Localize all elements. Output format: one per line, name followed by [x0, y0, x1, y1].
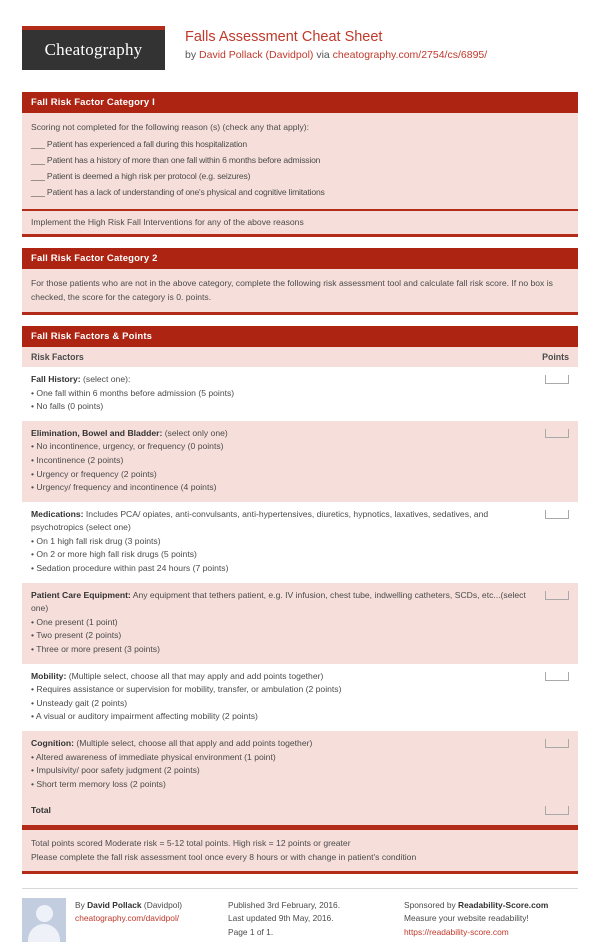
page-title: Falls Assessment Cheat Sheet	[185, 29, 383, 45]
points-input-box[interactable]	[545, 510, 569, 519]
table-row	[22, 664, 578, 731]
category-1-item[interactable]: ___ Patient has a lack of understanding of one's physical and cognitive limitations	[31, 187, 325, 198]
category-1-item[interactable]: ___ Patient has experienced a fall during this hospitalization	[31, 138, 247, 149]
table-row	[22, 731, 578, 798]
panel-category-1	[22, 92, 578, 237]
row-qualifier: (Multiple select, choose all that apply and add points together)	[73, 738, 313, 748]
byline-source-link[interactable]: cheatography.com/2754/cs/6895/	[332, 49, 488, 61]
panel-fall-risk-factors	[22, 326, 578, 874]
avatar-head-shape	[36, 905, 53, 922]
avatar	[22, 898, 66, 942]
row-bullet: • Two present (2 points)	[31, 630, 122, 641]
points-cell	[535, 670, 569, 681]
row-content	[31, 427, 535, 495]
row-title	[31, 737, 527, 751]
total-label: Total	[31, 805, 51, 816]
byline	[185, 48, 487, 62]
row-bullet: • Short term memory loss (2 points)	[31, 778, 166, 789]
table-row-total	[22, 798, 578, 828]
footer-sponsor-column	[404, 888, 578, 942]
points-cell	[535, 508, 569, 519]
row-bullet: • No incontinence, urgency, or frequency (0 points)	[31, 441, 224, 452]
byline-author[interactable]: David Pollack (Davidpol)	[199, 49, 314, 61]
row-qualifier: Any equipment that tethers patient, e.g. IV infusion, chest tube, indwelling catheters, SCDs, etc...(select one)	[31, 589, 526, 614]
row-title	[31, 589, 527, 616]
points-input-box[interactable]	[545, 375, 569, 384]
sponsor-tagline: Measure your website readability!	[404, 913, 529, 924]
sponsor-line	[404, 899, 578, 912]
points-input-box[interactable]	[545, 739, 569, 748]
avatar-body-shape	[28, 924, 60, 942]
column-header-risk-factors: Risk Factors	[31, 351, 84, 362]
total-points-input-box[interactable]	[545, 806, 569, 815]
sponsor-meta	[404, 898, 578, 939]
column-header-points: Points	[542, 351, 569, 362]
points-cell	[535, 427, 569, 438]
row-content	[31, 670, 535, 724]
category-1-intro: Scoring not completed for the following reason (s) (check any that apply):	[31, 122, 310, 133]
table-row	[22, 367, 578, 421]
points-cell	[535, 373, 569, 384]
points-input-box[interactable]	[545, 591, 569, 600]
author-line	[75, 899, 182, 912]
row-qualifier: (select one):	[80, 373, 131, 384]
sponsor-name[interactable]: Readability-Score.com	[458, 899, 549, 910]
points-input-box[interactable]	[545, 672, 569, 681]
row-bullet: • Unsteady gait (2 points)	[31, 697, 128, 708]
row-bullet: • Three or more present (3 points)	[31, 644, 160, 655]
scoring-note-line: Please complete the fall risk assessment tool once every 8 hours or with change in patient's condition	[31, 851, 417, 862]
row-content	[31, 737, 535, 791]
table-row	[22, 502, 578, 583]
row-bullet: • One present (1 point)	[31, 616, 118, 627]
author-handle: (Davidpol)	[141, 899, 183, 910]
sponsor-link[interactable]: https://readability-score.com	[404, 926, 509, 937]
category-1-footer-note: Implement the High Risk Fall Interventions for any of the above reasons	[22, 209, 578, 234]
row-content	[31, 373, 535, 414]
table-row	[22, 583, 578, 664]
author-prefix: By	[75, 899, 88, 910]
row-title	[31, 373, 527, 387]
published-date: Published 3rd February, 2016.	[228, 899, 341, 910]
page-footer	[22, 888, 578, 942]
row-title-label: Elimination, Bowel and Bladder:	[31, 427, 163, 438]
header-titles	[185, 26, 487, 62]
scoring-notes	[22, 828, 578, 874]
author-meta	[75, 898, 182, 942]
sponsor-prefix: Sponsored by	[404, 899, 459, 910]
row-bullet: • A visual or auditory impairment affecting mobility (2 points)	[31, 711, 258, 722]
row-title-label: Medications:	[31, 508, 84, 519]
page-number: Page 1 of 1.	[228, 926, 274, 937]
row-title-label: Fall History:	[31, 373, 81, 384]
points-cell	[535, 589, 569, 600]
byline-via: via	[313, 49, 333, 61]
row-qualifier: (Multiple select, choose all that may apply and add points together)	[66, 670, 324, 681]
row-title	[31, 508, 527, 535]
points-input-box[interactable]	[545, 429, 569, 438]
panel-category-2	[22, 248, 578, 315]
row-bullet: • One fall within 6 months before admission (5 points)	[31, 387, 235, 398]
row-title-label: Cognition:	[31, 738, 74, 748]
cheatography-logo[interactable]	[22, 26, 165, 70]
author-profile-link[interactable]: cheatography.com/davidpol/	[75, 913, 180, 924]
dates-meta	[228, 898, 390, 939]
row-content	[31, 508, 535, 576]
updated-date: Last updated 9th May, 2016.	[228, 913, 334, 924]
points-cell	[535, 804, 569, 815]
scoring-note-line: Total points scored Moderate risk = 5-12 total points. High risk = 12 points or greater	[31, 837, 351, 848]
category-2-paragraph: For those patients who are not in the above category, complete the following risk assessment tool and calculate fall risk score. If no box is checked, the score for the category is 0. points.	[22, 269, 578, 312]
row-qualifier: Includes PCA/ opiates, anti-convulsants, anti-hypertensives, diuretics, hypnotics, laxatives, sedatives, and psychotropics (select one)	[31, 508, 489, 533]
row-bullet: • Sedation procedure within past 24 hours (7 points)	[31, 563, 229, 574]
row-bullet: • Incontinence (2 points)	[31, 454, 124, 465]
panel-factors-heading: Fall Risk Factors & Points	[22, 326, 578, 347]
row-bullet: • Urgency/ frequency and incontinence (4 points)	[31, 482, 217, 493]
row-bullet: • Altered awareness of immediate physical environment (1 point)	[31, 751, 276, 762]
author-name: David Pollack	[87, 899, 142, 910]
row-bullet: • On 1 high fall risk drug (3 points)	[31, 535, 161, 546]
byline-prefix: by	[185, 49, 200, 61]
panel-category-1-body	[22, 113, 578, 209]
row-bullet: • No falls (0 points)	[31, 401, 104, 412]
page-header	[22, 26, 578, 74]
row-bullet: • Requires assistance or supervision for mobility, transfer, or ambulation (2 points)	[31, 684, 342, 695]
row-bullet: • On 2 or more high fall risk drugs (5 points)	[31, 549, 197, 560]
category-1-item[interactable]: ___ Patient is deemed a high risk per protocol (e.g. seizures)	[31, 170, 251, 181]
row-content	[31, 589, 535, 657]
table-row	[22, 421, 578, 502]
row-title	[31, 670, 527, 684]
points-cell	[535, 737, 569, 748]
row-title	[31, 427, 527, 441]
category-1-item[interactable]: ___ Patient has a history of more than one fall within 6 months before admission	[31, 154, 321, 165]
row-qualifier: (select only one)	[162, 427, 228, 438]
logo-text: Cheatography	[44, 40, 143, 59]
footer-author-column	[22, 888, 228, 942]
footer-dates-column	[228, 888, 404, 942]
row-bullet: • Urgency or frequency (2 points)	[31, 468, 157, 479]
panel-category-1-heading: Fall Risk Factor Category I	[22, 92, 578, 113]
row-title-label: Mobility:	[31, 670, 67, 681]
row-bullet: • Impulsivity/ poor safety judgment (2 points)	[31, 765, 200, 776]
row-title-label: Patient Care Equipment:	[31, 589, 131, 600]
factors-column-header	[22, 347, 578, 367]
panel-category-2-heading: Fall Risk Factor Category 2	[22, 248, 578, 269]
